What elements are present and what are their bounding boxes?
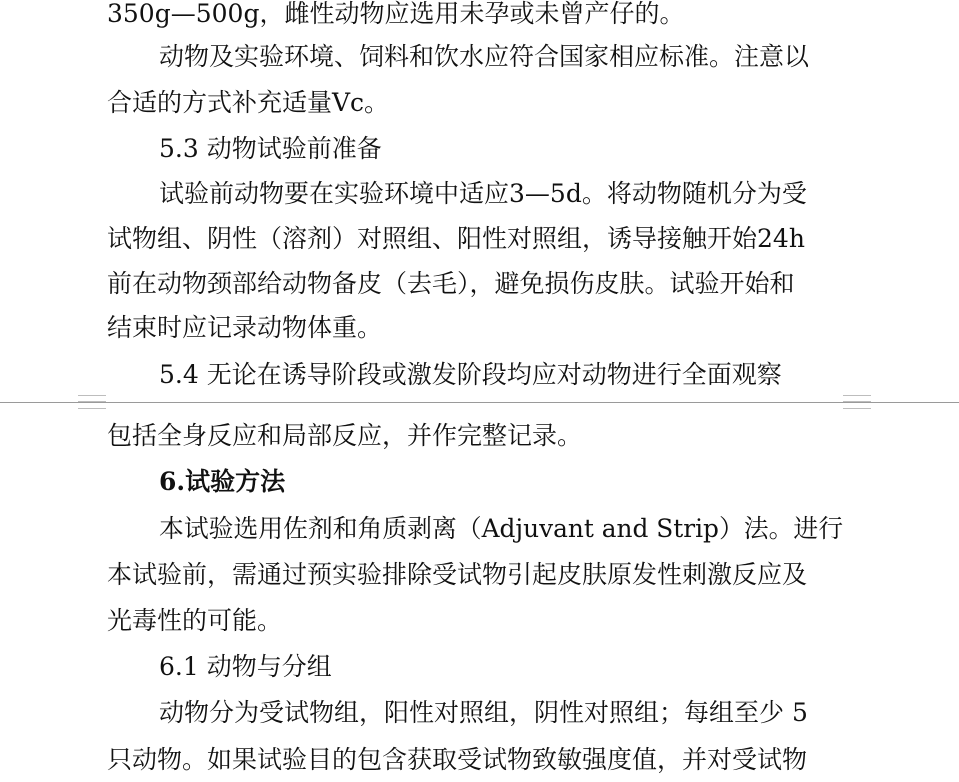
text-line: 350g—500g，雌性动物应选用未孕或未曾产仔的。 <box>107 0 685 28</box>
text-line: 本试验选用佐剂和角质剥离（Adjuvant and Strip）法。进行 <box>159 514 844 543</box>
page-break-divider <box>0 402 959 403</box>
text-line: 本试验前，需通过预实验排除受试物引起皮肤原发性刺激反应及 <box>107 560 808 589</box>
section-heading-6: 6.试验方法 <box>159 467 286 496</box>
section-heading-5-4: 5.4 无论在诱导阶段或激发阶段均应对动物进行全面观察 <box>159 360 782 389</box>
page-margin-marker-right <box>843 395 871 409</box>
text-line: 光毒性的可能。 <box>107 606 283 635</box>
text-line: 动物分为受试物组，阳性对照组，阴性对照组；每组至少 5 <box>159 698 808 727</box>
section-heading-6-1: 6.1 动物与分组 <box>159 652 332 681</box>
text-line: 动物及实验环境、饲料和饮水应符合国家相应标准。注意以 <box>159 42 810 71</box>
text-line: 包括全身反应和局部反应，并作完整记录。 <box>107 421 583 450</box>
text-line: 只动物。如果试验目的包含获取受试物致敏强度值，并对受试物 <box>107 745 808 774</box>
text-line: 合适的方式补充适量Vc。 <box>107 88 390 117</box>
page-margin-marker-left <box>78 395 106 409</box>
text-line: 前在动物颈部给动物备皮（去毛），避免损伤皮肤。试验开始和 <box>107 269 795 298</box>
section-heading-5-3: 5.3 动物试验前准备 <box>159 134 382 163</box>
text-line: 结束时应记录动物体重。 <box>107 313 383 342</box>
text-line: 试物组、阴性（溶剂）对照组、阳性对照组，诱导接触开始24h <box>107 224 805 253</box>
text-line: 试验前动物要在实验环境中适应3—5d。将动物随机分为受 <box>159 179 807 208</box>
